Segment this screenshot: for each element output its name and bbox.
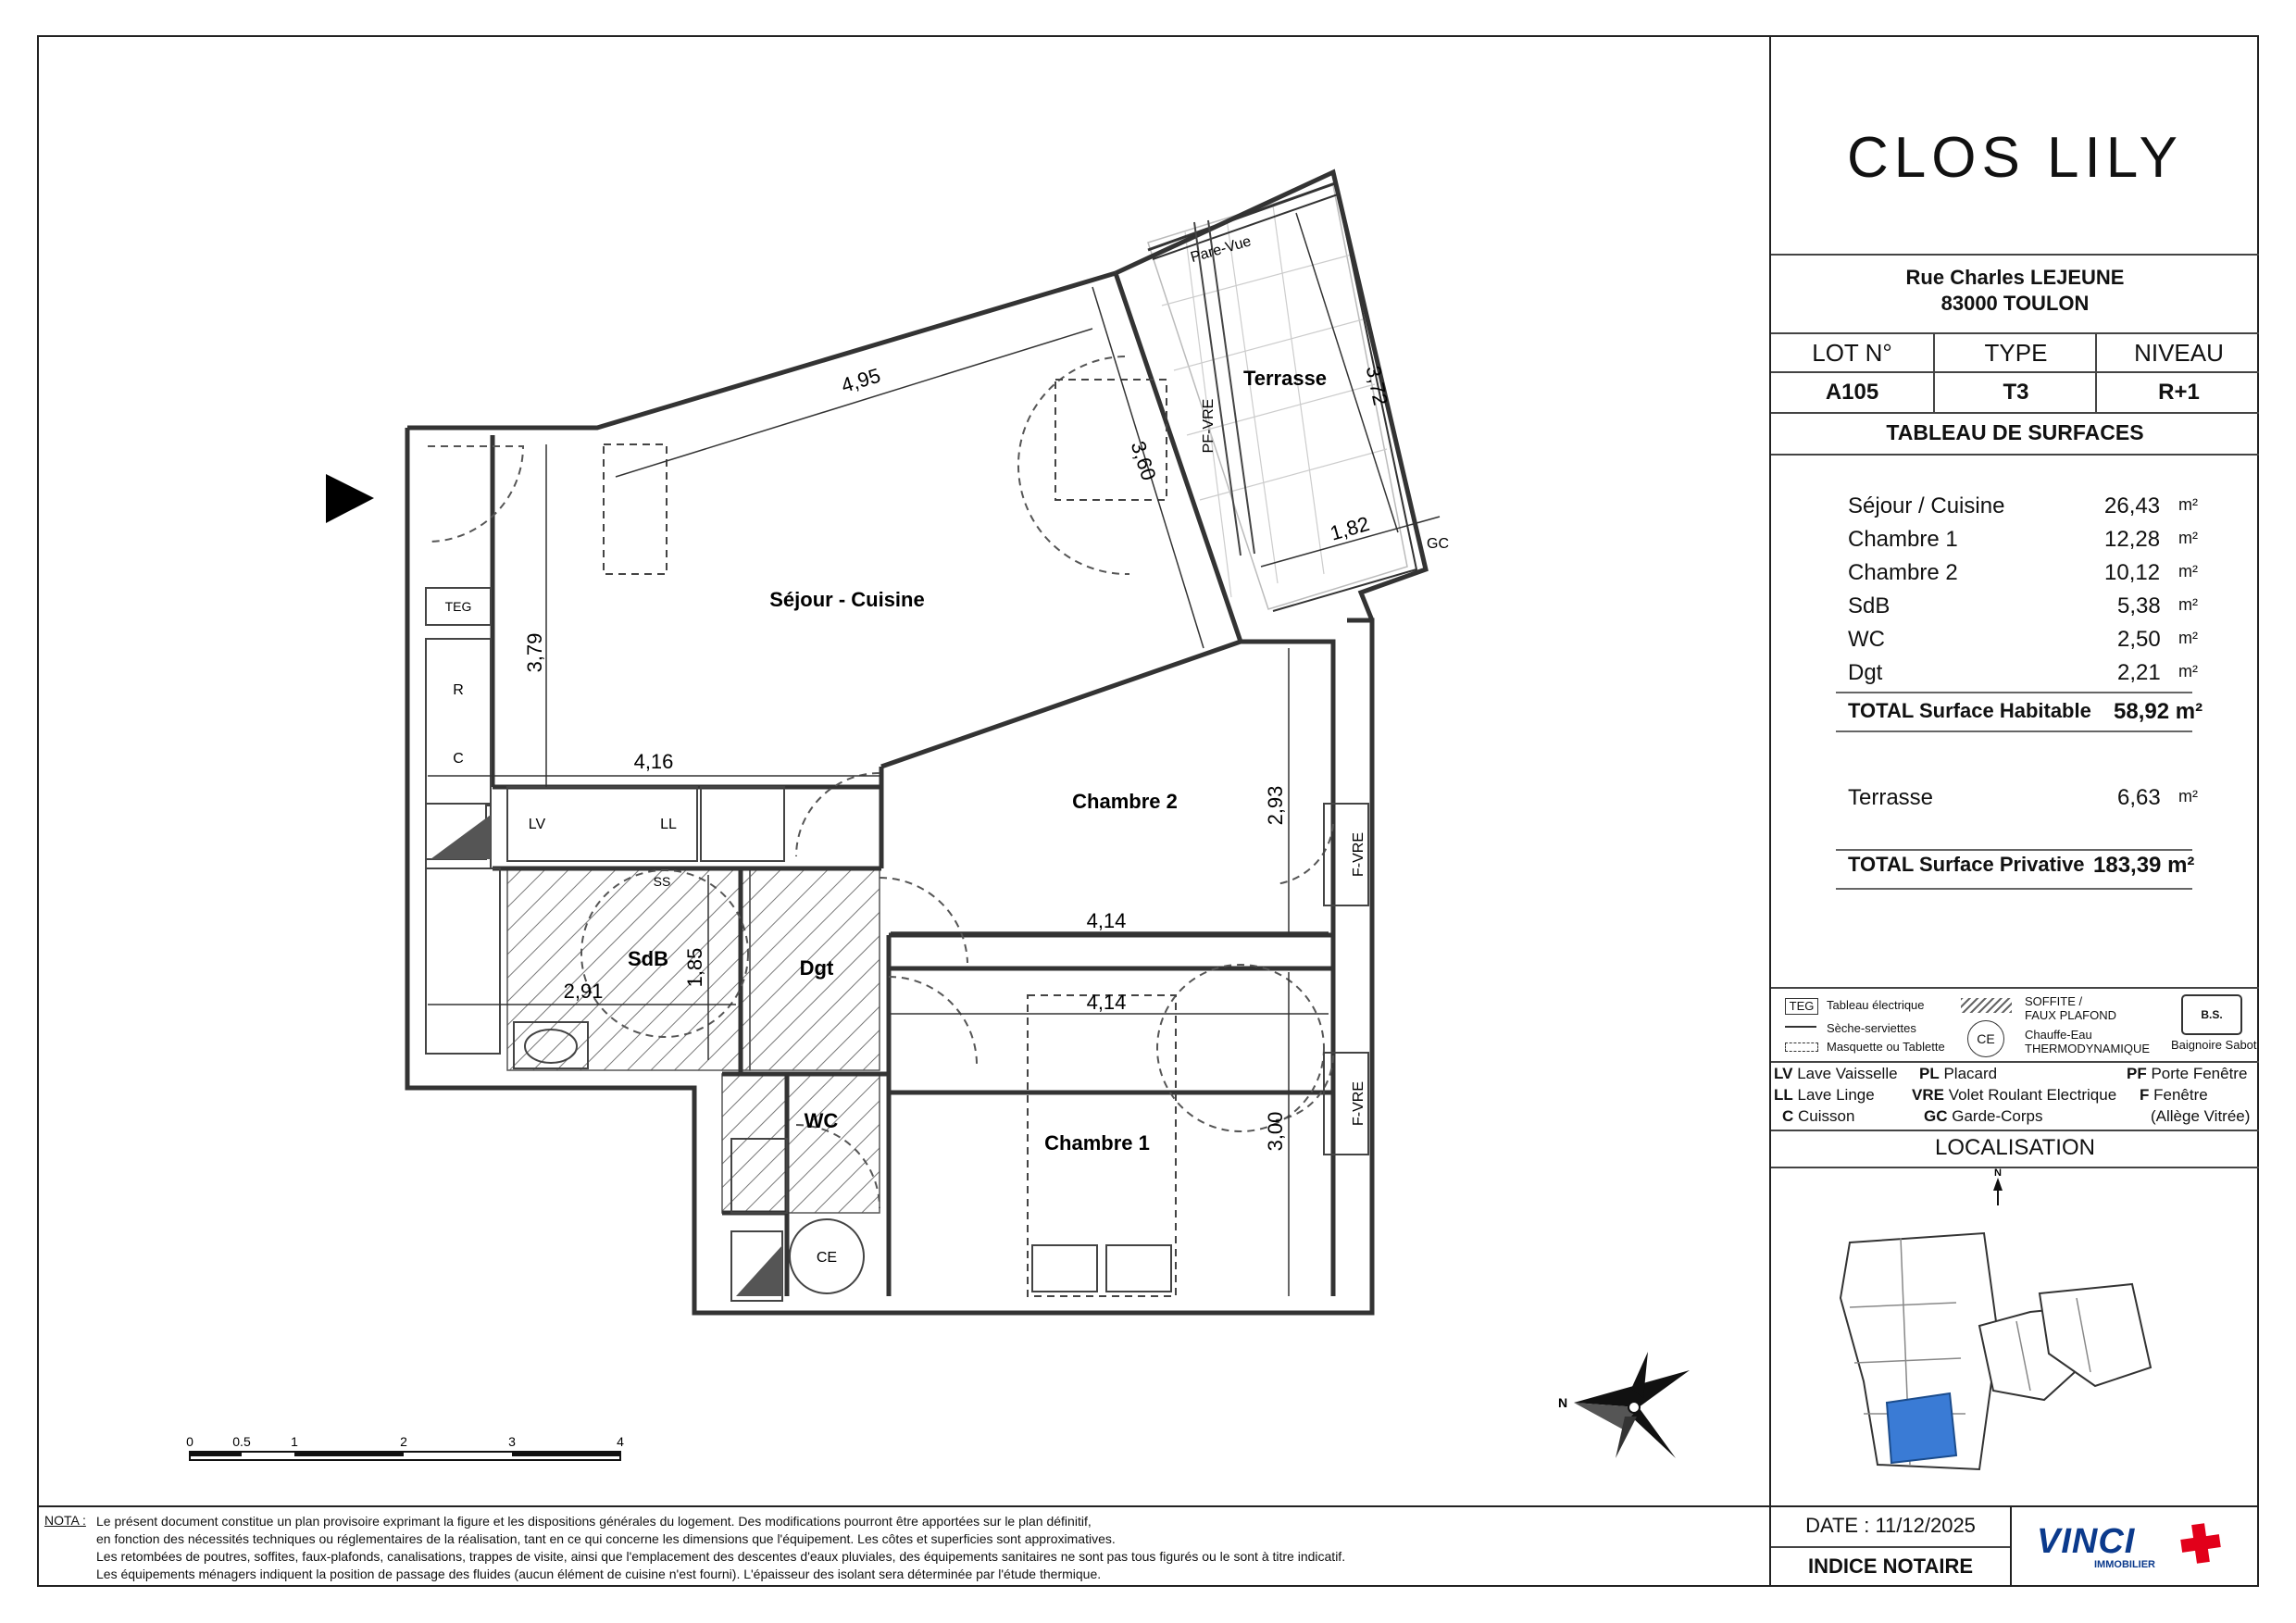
north-arrow-icon <box>1993 1168 2003 1205</box>
towel-dryer-legend-icon <box>1785 1026 1816 1033</box>
shelf-legend-text: Masquette ou Tablette <box>1827 1040 1945 1054</box>
room-sdb: SdB <box>628 947 668 970</box>
ce-label: CE <box>816 1250 838 1266</box>
date: DATE : 11/12/2025 <box>1805 1514 1976 1537</box>
surfaces-title: TABLEAU DE SURFACES <box>1886 419 2144 444</box>
title-block <box>1769 35 2259 1587</box>
surface-row: Dgt 2,21 m² <box>1848 660 2198 685</box>
ll-label: LL <box>660 817 677 832</box>
f-vre-label-2: F-VRE <box>1351 1081 1366 1126</box>
dim-2-93: 2,93 <box>1264 785 1287 826</box>
dim-3-60: 3,60 <box>1126 438 1161 483</box>
room-terrasse: Terrasse <box>1242 367 1328 390</box>
surface-row: Chambre 1 12,28 m² <box>1848 527 2198 552</box>
dim-4-14-top: 4,14 <box>1086 909 1127 932</box>
pf-vre-label: PF-VRE <box>1201 398 1217 454</box>
lot-header: LOT N° <box>1812 338 1892 367</box>
dim-2-91: 2,91 <box>563 980 604 1003</box>
sabot-bath-legend-icon: B.S. <box>2181 994 2242 1035</box>
gc-label: GC <box>1427 536 1449 552</box>
dim-3-79: 3,79 <box>523 632 546 673</box>
ss-label: SS <box>653 874 671 889</box>
scale-0-5: 0.5 <box>232 1434 251 1449</box>
teg-legend-text: Tableau électrique <box>1827 998 1925 1012</box>
nota-text: Le présent document constitue un plan provisoire exprimant la figure et les dispositions générales du logement. Des modifications pourront être apportées sur le plan définitif, en fonction des nécessités techniques ou réglementaires de la réalisation, tant en ce qui concerne les dimensions que l'équipement. Les côtes et superficies sont approximatives. Les retombées de poutres, soffites, faux-plafonds, canalisations, trappes de visite, ainsi que l'emplacement des descentes d'eaux pluviales, des équipements sanitaires ne sont pas tous figurés ou le sont à titre indicatif. Les équipements ménagers indiquent la position de passage des fluides (aucun élément de cuisine n'est fourni). L'épaisseur des isolant sera déterminée par l'étude thermique. <box>96 1514 1346 1581</box>
towel-dryer-legend-text: Sèche-serviettes <box>1827 1021 1916 1035</box>
total-privative: TOTAL Surface Privative 183,39 m² <box>1848 853 2195 878</box>
room-chambre-1: Chambre 1 <box>1044 1131 1150 1155</box>
water-heater-legend-text: Chauffe-Eau THERMODYNAMIQUE <box>2025 1028 2151 1055</box>
vinci-cross-icon <box>2177 1520 2224 1567</box>
scale-3: 3 <box>508 1434 516 1449</box>
vinci-logo-sub: IMMOBILIER <box>2094 1559 2155 1570</box>
soffit-legend-text: SOFFITE / FAUX PLAFOND <box>2025 994 2116 1022</box>
scale-1: 1 <box>291 1434 298 1449</box>
type-value: T3 <box>1933 373 2097 412</box>
type-header: TYPE <box>1933 334 2097 371</box>
room-chambre-2: Chambre 2 <box>1072 790 1178 813</box>
abbreviations: LV Lave Vaisselle PL Placard PF Porte Fenêtre LL Lave Linge VRE Volet Roulant Electrique F Fenêtre C Cuisson GC Garde-Corps (Allège Vitrée) <box>1774 1065 2251 1125</box>
level-header: NIVEAU <box>2095 334 2261 371</box>
dim-3-72: 3,72 <box>1361 363 1393 407</box>
project-name: CLOS LILY <box>1846 126 2183 190</box>
dim-4-95: 4,95 <box>838 363 883 398</box>
vinci-logo <box>2037 1518 2240 1576</box>
dim-3-00: 3,00 <box>1264 1111 1287 1152</box>
washbasin-icon <box>736 1245 782 1296</box>
indice-notaire: INDICE NOTAIRE <box>1807 1554 1974 1578</box>
highlighted-lot <box>1887 1393 1956 1463</box>
vinci-logo-text: VINCI <box>2037 1522 2136 1561</box>
nota-label: NOTA : <box>44 1513 86 1528</box>
cooking-label: C <box>453 751 464 767</box>
soffit-legend-icon <box>1961 998 2012 1013</box>
scale-2: 2 <box>400 1434 407 1449</box>
surface-row-terrasse: Terrasse 6,63 m² <box>1848 785 2198 810</box>
surface-row: Chambre 2 10,12 m² <box>1848 560 2198 585</box>
surface-row: Séjour / Cuisine 26,43 m² <box>1848 493 2198 518</box>
water-heater-legend-icon: CE <box>1967 1020 2004 1057</box>
localisation-title: LOCALISATION <box>1935 1135 2095 1160</box>
date-box <box>1769 1505 2012 1587</box>
surface-row: SdB 5,38 m² <box>1848 593 2198 618</box>
teg-label: TEG <box>444 599 472 614</box>
dim-4-14-bottom: 4,14 <box>1086 991 1127 1014</box>
scale-bar <box>186 1434 624 1460</box>
pare-vue-label: Pare-Vue <box>1189 233 1254 267</box>
localisation-map <box>1771 1168 2259 1520</box>
shelf-legend-icon <box>1785 1042 1818 1052</box>
compass-rose-icon <box>1558 1352 1690 1458</box>
lv-label: LV <box>528 817 546 832</box>
lot-value: A105 <box>1825 380 1879 405</box>
f-vre-label-1: F-VRE <box>1351 832 1366 877</box>
fridge-label: R <box>453 682 464 698</box>
svg-text:N: N <box>1994 1168 2002 1179</box>
total-habitable: TOTAL Surface Habitable 58,92 m² <box>1848 699 2203 724</box>
room-dgt: Dgt <box>799 956 834 980</box>
compass-north-label: N <box>1558 1395 1568 1410</box>
surfaces-table <box>1771 493 2259 901</box>
entrance-arrow-icon <box>326 474 374 523</box>
floor-plan <box>37 35 1769 1587</box>
dim-1-85: 1,85 <box>683 947 706 988</box>
surface-row: WC 2,50 m² <box>1848 627 2198 652</box>
level-value: R+1 <box>2095 373 2261 412</box>
address-city: 83000 TOULON <box>1940 292 2090 315</box>
sabot-bath-legend-text: Baignoire Sabot <box>2171 1038 2257 1052</box>
dim-4-16: 4,16 <box>633 750 674 773</box>
room-wc: WC <box>804 1109 839 1132</box>
room-sejour: Séjour - Cuisine <box>769 588 925 611</box>
teg-legend-icon: TEG <box>1785 998 1818 1015</box>
scale-0: 0 <box>186 1434 193 1449</box>
scale-4: 4 <box>617 1434 624 1449</box>
dim-1-82: 1,82 <box>1327 511 1372 545</box>
address-street: Rue Charles LEJEUNE <box>1905 266 2125 289</box>
